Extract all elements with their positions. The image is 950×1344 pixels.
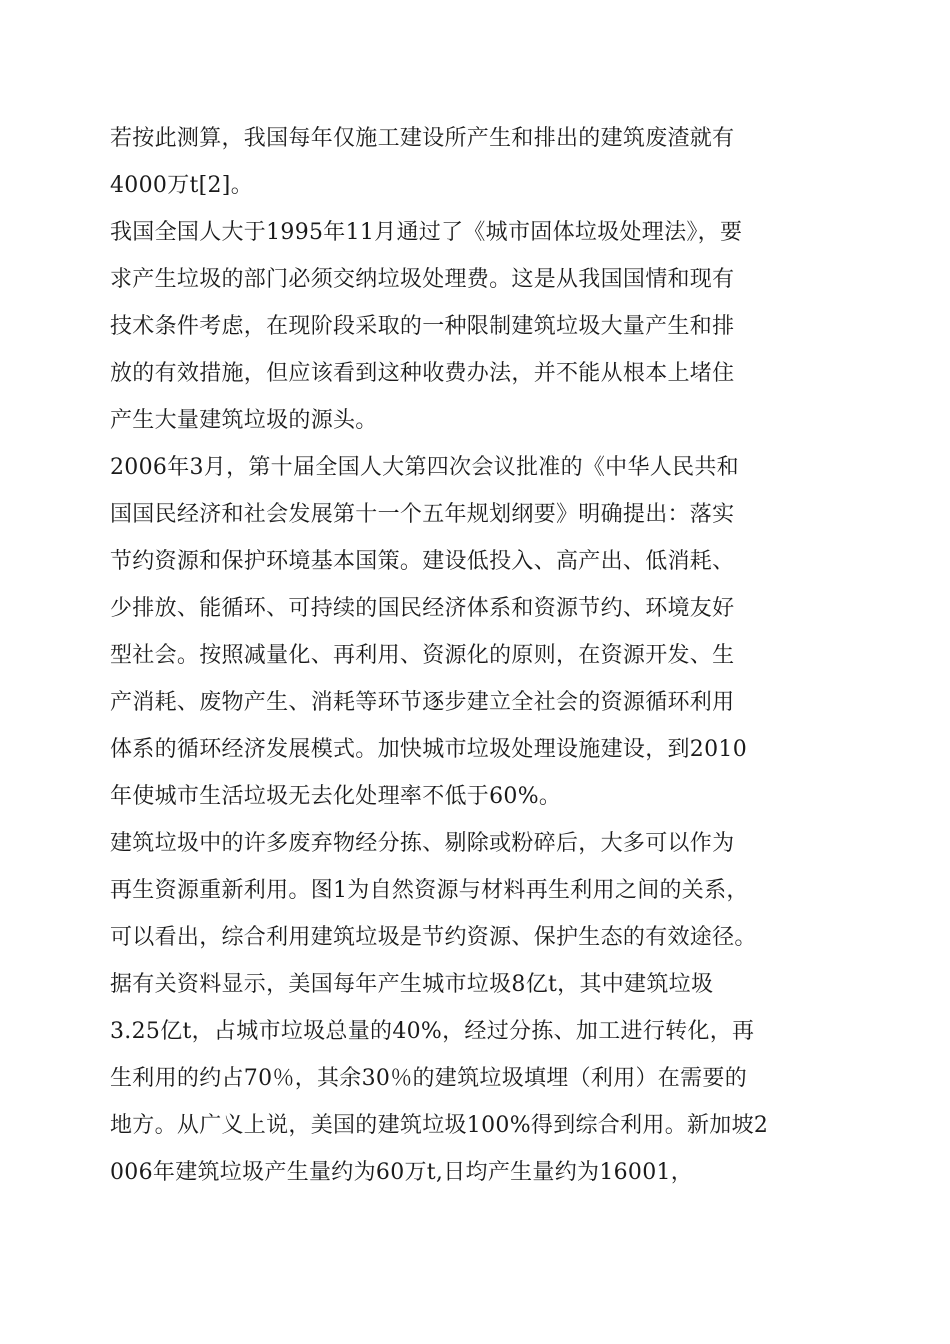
text-line-11: 少排放、能循环、可持续的国民经济体系和资源节约、环境友好 (110, 596, 735, 621)
text-line-5: 技术条件考虑，在现阶段采取的一种限制建筑垃圾大量产生和排 (110, 314, 735, 339)
text-line-10: 节约资源和保护环境基本国策。建设低投入、高产出、低消耗、 (110, 549, 735, 574)
text-line-14: 体系的循环经济发展模式。加快城市垃圾处理设施建设，到2010 (110, 737, 747, 762)
text-line-18: 可以看出，综合利用建筑垃圾是节约资源、保护生态的有效途径。 (110, 925, 757, 950)
text-line-8: 2006年3月，第十届全国人大第四次会议批准的《中华人民共和 (110, 455, 739, 480)
text-line-2: 4000万t[2]。 (110, 173, 253, 198)
text-line-16: 建筑垃圾中的许多废弃物经分拣、剔除或粉碎后，大多可以作为 (110, 831, 735, 856)
text-line-15: 年使城市生活垃圾无去化处理率不低于60%。 (110, 784, 562, 809)
text-line-1: 若按此测算，我国每年仅施工建设所产生和排出的建筑废渣就有 (110, 126, 735, 151)
text-line-9: 国国民经济和社会发展第十一个五年规划纲要》明确提出：落实 (110, 502, 735, 527)
text-line-17: 再生资源重新利用。图1为自然资源与材料再生利用之间的关系， (110, 878, 749, 903)
text-line-19: 据有关资料显示，美国每年产生城市垃圾8亿t，其中建筑垃圾 (110, 972, 714, 997)
text-line-12: 型社会。按照减量化、再利用、资源化的原则，在资源开发、生 (110, 643, 735, 668)
text-line-20: 3.25亿t，占城市垃圾总量的40%，经过分拣、加工进行转化，再 (110, 1019, 755, 1044)
text-line-7: 产生大量建筑垃圾的源头。 (110, 408, 378, 433)
text-line-13: 产消耗、废物产生、消耗等环节逐步建立全社会的资源循环利用 (110, 690, 735, 715)
text-line-4: 求产生垃圾的部门必须交纳垃圾处理费。这是从我国国情和现有 (110, 267, 735, 292)
text-line-23: 006年建筑垃圾产生量约为60万t,日均产生量约为16001， (110, 1160, 694, 1185)
text-line-3: 我国全国人大于1995年11月通过了《城市固体垃圾处理法》，要 (110, 220, 743, 245)
text-line-6: 放的有效措施，但应该看到这种收费办法，并不能从根本上堵住 (110, 361, 735, 386)
text-line-22: 地方。从广义上说，美国的建筑垃圾100%得到综合利用。新加坡2 (110, 1113, 769, 1138)
document-page (110, 115, 850, 1196)
text-line-21: 生利用的约占70％，其余30％的建筑垃圾填埋（利用）在需要的 (110, 1066, 747, 1091)
